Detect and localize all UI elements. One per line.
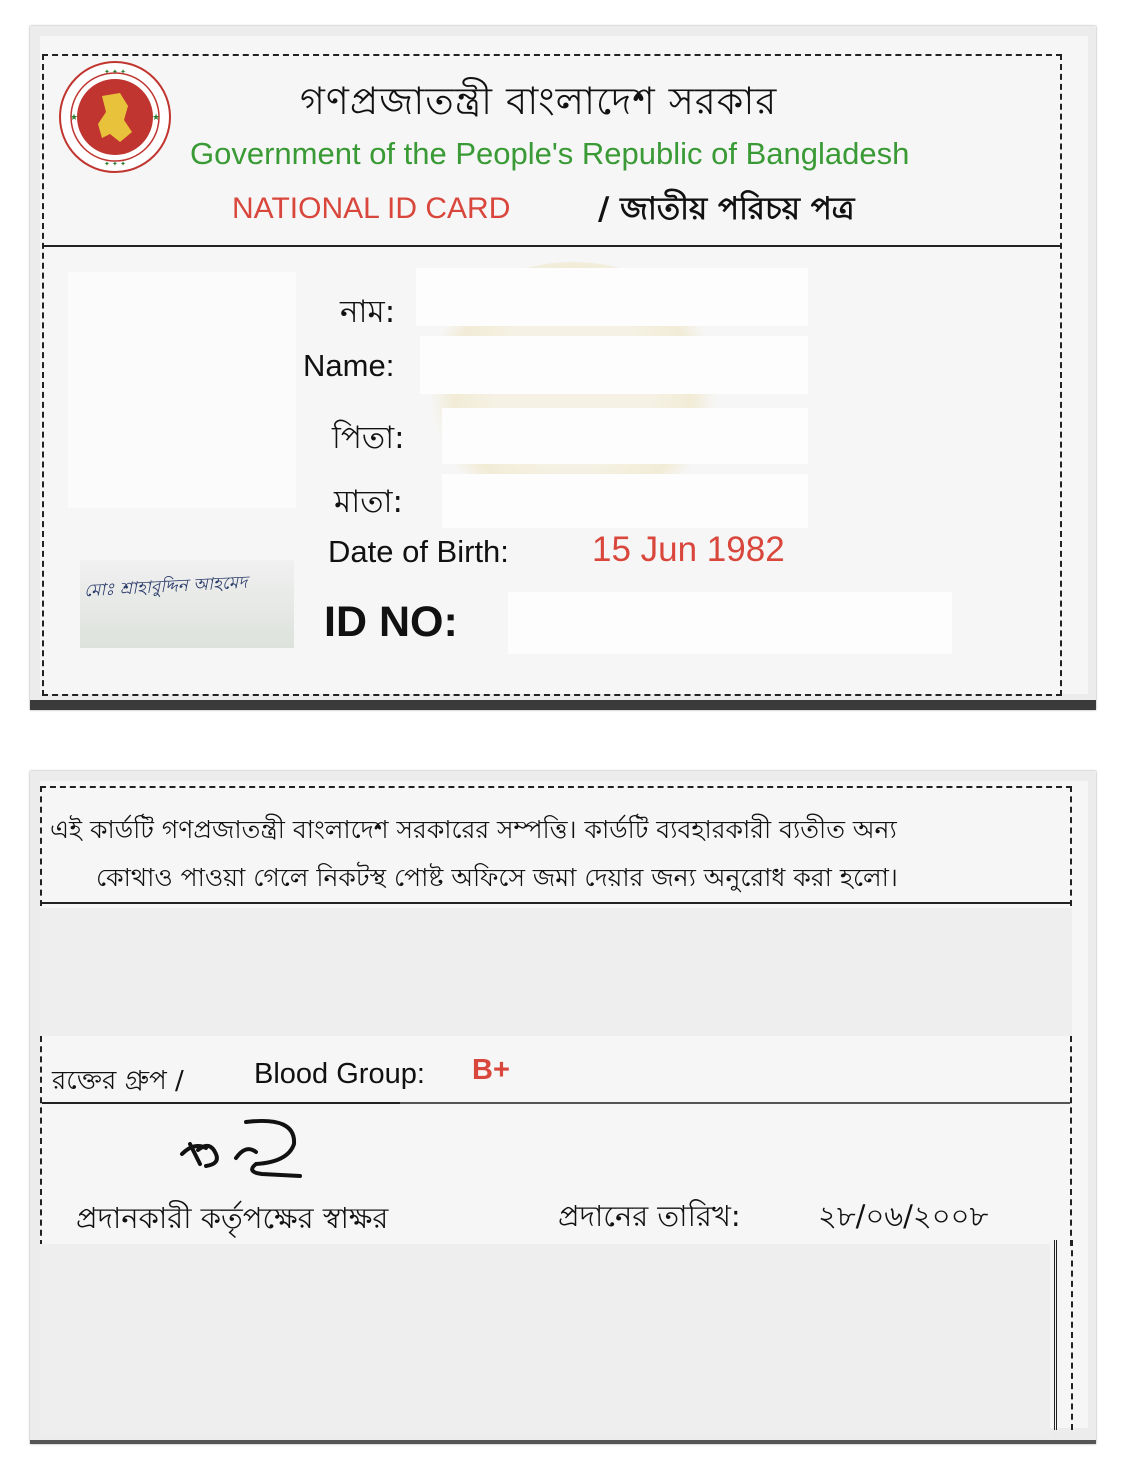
blood-group-label-en: Blood Group:: [254, 1058, 425, 1090]
blood-group-value: B+: [472, 1054, 510, 1086]
government-title-en: Government of the People's Republic of Bangladesh: [190, 136, 910, 171]
issuer-signature-icon: [176, 1114, 306, 1186]
father-redacted: [442, 408, 808, 464]
mother-redacted: [442, 474, 808, 528]
card-type-en: NATIONAL ID CARD: [232, 192, 511, 225]
issue-date-label: প্রদানের তারিখ:: [558, 1199, 741, 1233]
bottom-redacted: [40, 1244, 1050, 1436]
dob-value: 15 Jun 1982: [592, 530, 785, 569]
card-type-bn: / জাতীয় পরিচয় পত্র: [598, 191, 855, 227]
holder-signature: মোঃ শ্রাহাবুদ্দিন আহমেদ: [83, 572, 248, 602]
issue-date-value: ২৮/০৬/২০০৮: [818, 1199, 989, 1233]
name-en-label: Name:: [303, 348, 395, 383]
svg-text:✦ ✦ ✦: ✦ ✦ ✦: [103, 68, 127, 76]
name-bn-redacted: [416, 268, 808, 326]
blood-divider-left: [42, 1102, 400, 1104]
notice-line-2: কোথাও পাওয়া গেলে নিকটস্থ পোষ্ট অফিসে জমা দেয়ার জন্য অনুরোধ করা হলো।: [96, 863, 898, 892]
photo-redacted: [68, 272, 296, 508]
right-edge-border: [1054, 1240, 1073, 1430]
government-title-bn: গণপ্রজাতন্ত্রী বাংলাদেশ সরকার: [300, 79, 778, 123]
header-divider: [44, 245, 1060, 247]
svg-text:★: ★: [152, 113, 161, 123]
father-label: পিতা:: [332, 420, 405, 456]
notice-divider: [42, 902, 1070, 904]
name-bn-label: নাম:: [340, 294, 396, 330]
blood-group-label-bn: রক্তের গ্রুপ /: [52, 1066, 184, 1096]
notice-line-1: এই কার্ডটি গণপ্রজাতন্ত্রী বাংলাদেশ সরকারের সম্পত্তি। কার্ডটি ব্যবহারকারী ব্যতীত অন্য: [50, 815, 897, 844]
blood-divider-right: [400, 1102, 1070, 1104]
svg-text:★: ★: [70, 113, 79, 123]
svg-text:✦ ✦ ✦: ✦ ✦ ✦: [103, 160, 127, 168]
id-number-label: ID NO:: [324, 598, 458, 646]
dob-label: Date of Birth:: [328, 534, 509, 569]
mother-label: মাতা:: [334, 484, 403, 520]
issuer-signature-label: প্রদানকারী কর্তৃপক্ষের স্বাক্ষর: [76, 1201, 389, 1235]
holder-signature-area: [80, 560, 294, 648]
address-redacted: [40, 908, 1072, 1036]
id-number-redacted: [508, 592, 952, 654]
name-en-redacted: [420, 336, 808, 394]
government-seal-icon: [58, 60, 172, 174]
